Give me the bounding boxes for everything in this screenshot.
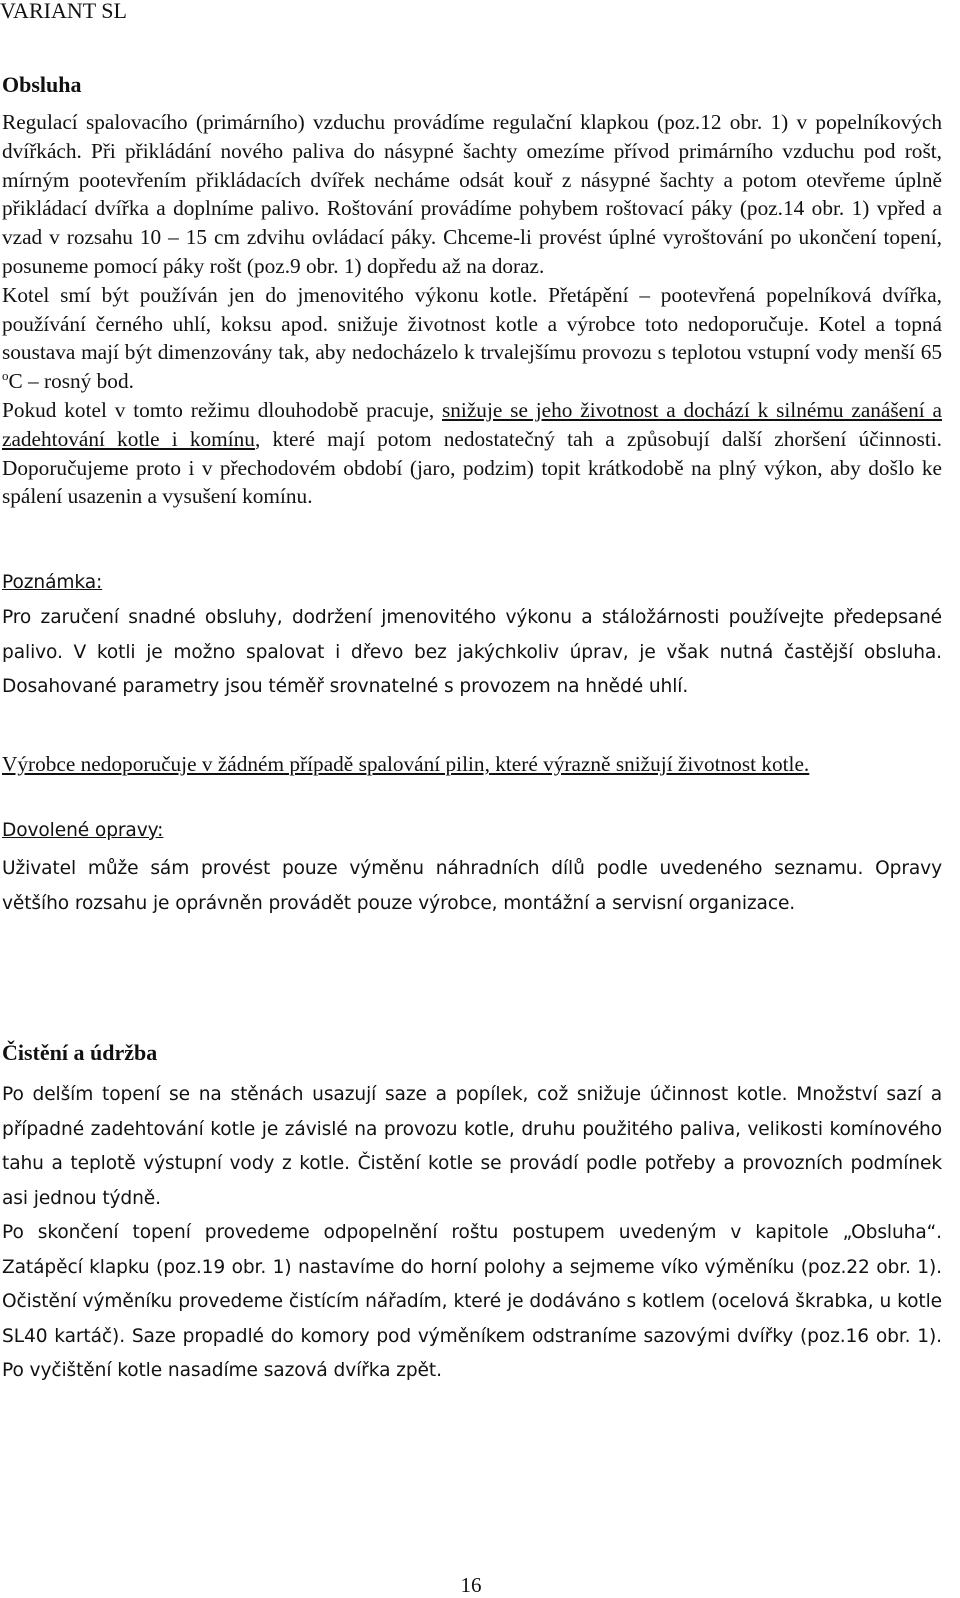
poznamka-paragraph-2: Výrobce nedoporučuje v žádném případě spalování pilin, které výrazně snižují životnost kotle. (2, 752, 810, 776)
cisteni-paragraph-1: Po delším topení se na stěnách usazují saze a popílek, což snižuje účinnost kotle. Množství sazí a případné zadehtování kotle je závislé na provozu kotle, druhu použitého paliva, velikosti komínového tahu a teplotě výstupní vody z kotle. Čistění kotle se provádí podle potřeby a provozních podmínek asi jednou týdně. (2, 1084, 942, 1209)
section-heading-opravy: Dovolené opravy: (2, 820, 164, 841)
page-number: 16 (460, 1573, 482, 1597)
poznamka-paragraph-1: Pro zaručení snadné obsluhy, dodržení jmenovitého výkonu a stáložárnosti používejte předepsané palivo. V kotli je možno spalovat i dřevo bez jakýchkoliv úprav, je však nutná častější obsluha. Dosahované parametry jsou téměř srovnatelné s provozem na hnědé uhlí. (2, 607, 942, 697)
obsluha-paragraph-2-end: C – rosný bod. (8, 369, 134, 394)
obsluha-paragraph-3-end: , které mají potom nedostatečný tah a způsobují další zhoršení účinnosti. Doporučujeme proto i v přechodovém období (jaro, podzim) topit krátkodobě na plný výkon, aby došlo ke spálení usazenin a vysušení komínu. (2, 426, 942, 509)
obsluha-paragraph-3 (2, 396, 942, 511)
opravy-paragraph-1: Uživatel může sám provést pouze výměnu náhradních dílů podle uvedeného seznamu. Opravy většího rozsahu je oprávněn provádět pouze výrobce, montážní a servisní organizace. (2, 858, 942, 914)
section-heading-obsluha: Obsluha (2, 72, 82, 97)
section-heading-cisteni: Čistění a údržba (2, 1040, 158, 1065)
obsluha-paragraph-3-underlined: snižuje se jeho životnost a dochází k silnému zanášení a zadehtování kotle i komínu (2, 397, 942, 451)
document-header: VARIANT SL (0, 0, 127, 23)
obsluha-paragraph-2 (2, 281, 942, 396)
section-heading-poznamka: Poznámka: (2, 572, 103, 593)
obsluha-paragraph-2-text: Kotel smí být používán jen do jmenovitého výkonu kotle. Přetápění – pootevřená popelníková dvířka, používání černého uhlí, koksu apod. snižuje životnost kotle a výrobce toto nedoporučuje. Kotel a topná soustava mají být dimenzovány tak, aby nedocházelo k trvalejšímu provozu s teplotou vstupní vody menší 65 (2, 282, 942, 365)
cisteni-section (2, 1078, 942, 1389)
poznamka-section (2, 601, 942, 705)
obsluha-paragraph-3-start: Pokud kotel v tomto režimu dlouhodobě pracuje, (2, 397, 442, 422)
obsluha-paragraph-1: Regulací spalovacího (primárního) vzduchu provádíme regulační klapkou (poz.12 obr. 1) v popelníkových dvířkách. Při přikládání nového paliva do násypné šachty omezíme přívod primárního vzduchu pod rošt, mírným pootevřením přikládacích dvířek necháme odsát kouř z násypné šachty a potom otevřeme úplně přikládací dvířka a doplníme palivo. Roštování provádíme pohybem roštovací páky (poz.14 obr. 1) vpřed a vzad v rozsahu 10 – 15 cm zdvihu ovládací páky. Chceme-li provést úplné vyroštování po ukončení topení, posuneme pomocí páky rošt (poz.9 obr. 1) dopředu až na doraz. (2, 110, 942, 278)
opravy-section (2, 852, 942, 921)
obsluha-section (2, 108, 942, 511)
poznamka-warning (2, 750, 942, 779)
degree-superscript: o (2, 368, 9, 384)
cisteni-paragraph-2: Po skončení topení provedeme odpopelnění roštu postupem uvedeným v kapitole „Obsluha“. Zatápěcí klapku (poz.19 obr. 1) nastavíme do horní polohy a sejmeme víko výměníku (poz.22 obr. 1). Očistění výměníku provedeme čistícím nářadím, které je dodáváno s kotlem (ocelová škrabka, u kotle SL40 kartáč). Saze propadlé do komory pod výměníkem odstraníme sazovými dvířky (poz.16 obr. 1). Po vyčištění kotle nasadíme sazová dvířka zpět. (2, 1222, 942, 1381)
